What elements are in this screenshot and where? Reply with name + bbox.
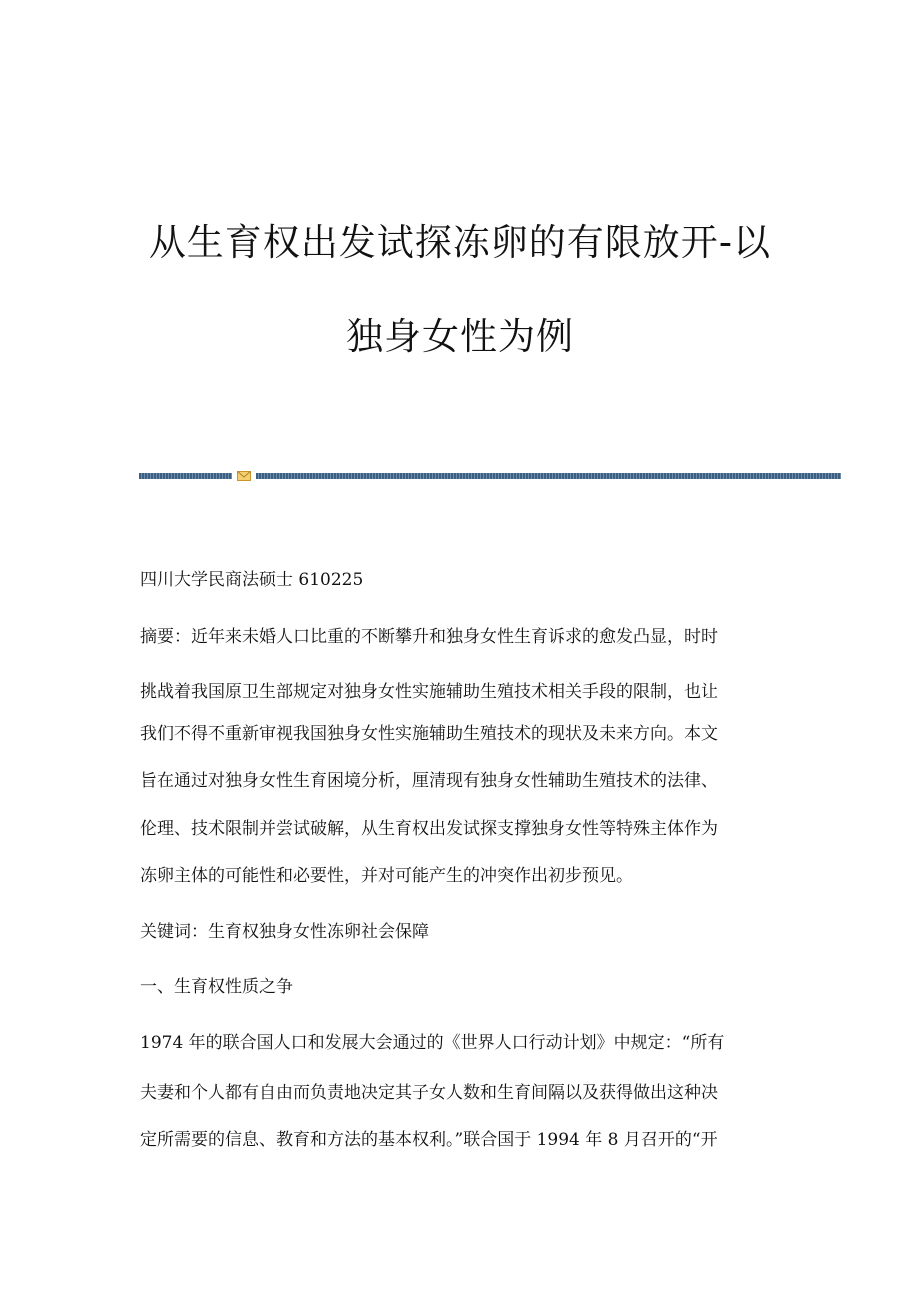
- abstract-line: 伦理、技术限制并尝试破解，从生育权出发试探支撑独身女性等特殊主体作为: [140, 819, 718, 839]
- document-title-line-2: 独身女性为例: [346, 315, 574, 358]
- divider-bar-left: [139, 473, 232, 479]
- body-line: 1974 年的联合国人口和发展大会通过的《世界人口行动计划》中规定：“所有: [140, 1033, 725, 1053]
- document-title-line-1: 从生育权出发试探冻卵的有限放开-以: [148, 221, 772, 264]
- abstract-line: 挑战着我国原卫生部规定对独身女性实施辅助生殖技术相关手段的限制，也让: [140, 682, 718, 702]
- body-line: 定所需要的信息、教育和方法的基本权利。”联合国于 1994 年 8 月召开的“开: [140, 1130, 718, 1150]
- abstract-line: 旨在通过对独身女性生育困境分析，厘清现有独身女性辅助生殖技术的法律、: [140, 771, 718, 791]
- section-heading: 一、生育权性质之争: [140, 977, 293, 997]
- keywords-line: 关键词：生育权独身女性冻卵社会保障: [140, 922, 429, 942]
- abstract-line: 我们不得不重新审视我国独身女性实施辅助生殖技术的现状及未来方向。本文: [140, 724, 718, 744]
- abstract-line: 摘要：近年来未婚人口比重的不断攀升和独身女性生育诉求的愈发凸显，时时: [140, 627, 718, 647]
- author-affiliation: 四川大学民商法硕士 610225: [140, 570, 364, 590]
- divider-bar-right: [256, 473, 841, 479]
- abstract-line: 冻卵主体的可能性和必要性，并对可能产生的冲突作出初步预见。: [140, 866, 633, 886]
- body-line: 夫妻和个人都有自由而负责地决定其子女人数和生育间隔以及获得做出这种决: [140, 1083, 718, 1103]
- envelope-ornament-icon: [237, 470, 251, 482]
- title-divider: [139, 470, 841, 482]
